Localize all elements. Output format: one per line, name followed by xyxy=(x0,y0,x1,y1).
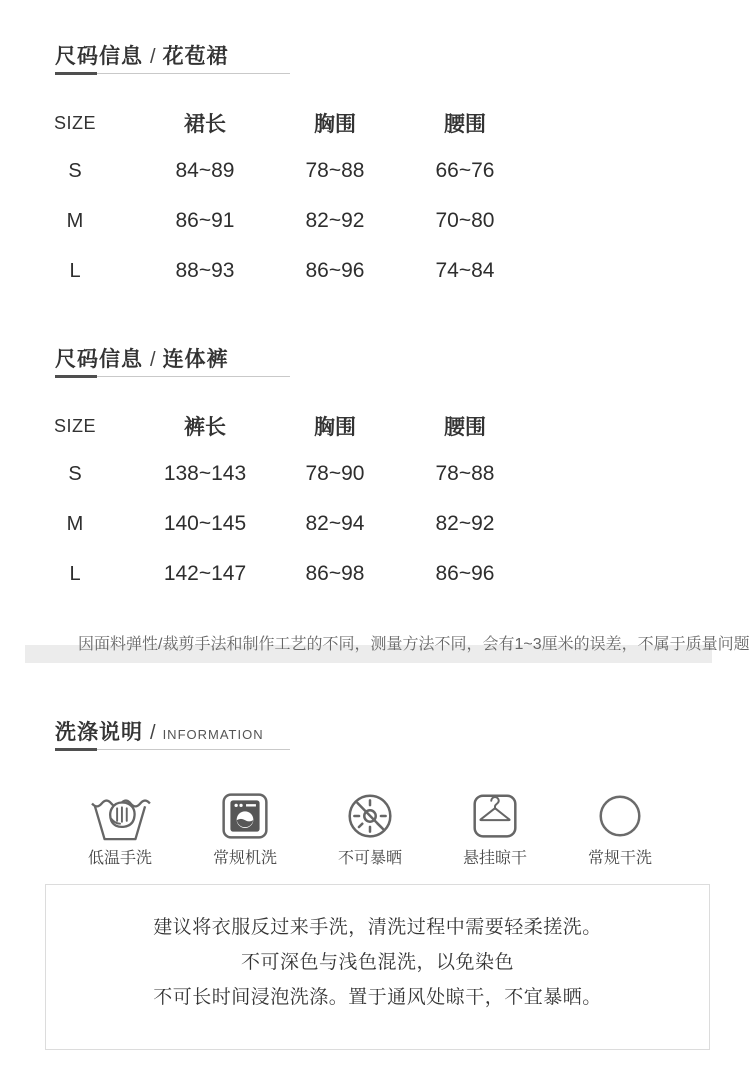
note-text: 因面料弹性/裁剪手法和制作工艺的不同，测量方法不同，会有1~3厘米的误差，不属于质量问题 xyxy=(78,636,750,653)
care-icon-label: 低温手洗 xyxy=(87,850,152,867)
col-header-bust: 胸围 xyxy=(314,113,356,136)
care-icons-row xyxy=(70,788,670,868)
dry-clean-icon xyxy=(570,788,670,844)
cell-waist: 78~88 xyxy=(435,462,495,485)
care-icon-item xyxy=(195,788,295,868)
care-icon-item xyxy=(70,788,170,868)
col-header-length: 裙长 xyxy=(184,113,226,136)
rule-light-line xyxy=(97,749,290,750)
care-tip-line: 不可长时间浸泡洗涤。置于通风处晾干，不宜暴晒。 xyxy=(153,987,602,1008)
hand-wash-icon xyxy=(70,788,170,844)
cell-length: 88~93 xyxy=(175,259,235,282)
machine-wash-icon xyxy=(195,788,295,844)
care-icon-item xyxy=(445,788,545,868)
heading-rule xyxy=(55,375,290,378)
col-header-length: 裤长 xyxy=(184,416,226,439)
cell-bust: 82~94 xyxy=(305,512,365,535)
cell-bust: 86~96 xyxy=(305,259,365,282)
cell-size: S xyxy=(68,159,82,182)
care-icon-item xyxy=(320,788,420,868)
slash-separator: / xyxy=(150,722,156,744)
col-header-size: SIZE xyxy=(53,415,96,436)
cell-size: M xyxy=(66,512,84,535)
section-title: 尺码信息 xyxy=(55,45,143,68)
cell-length: 140~145 xyxy=(163,512,247,535)
col-header-bust: 胸围 xyxy=(314,416,356,439)
cell-waist: 66~76 xyxy=(435,159,495,182)
cell-size: L xyxy=(69,562,81,585)
cell-waist: 74~84 xyxy=(435,259,495,282)
section-subtitle-en: INFORMATION xyxy=(162,727,264,742)
cell-bust: 82~92 xyxy=(305,209,365,232)
cell-length: 84~89 xyxy=(175,159,235,182)
table-row xyxy=(10,549,750,599)
size-table-skirt xyxy=(10,100,750,296)
cell-length: 86~91 xyxy=(175,209,235,232)
care-icon-label: 常规机洗 xyxy=(212,850,277,867)
rule-dark-segment xyxy=(55,748,97,751)
cell-waist: 86~96 xyxy=(435,562,495,585)
section-heading-wash xyxy=(55,718,750,748)
cell-length: 142~147 xyxy=(163,562,247,585)
table-row xyxy=(10,449,750,499)
cell-size: S xyxy=(68,462,82,485)
section-subtitle: 花苞裙 xyxy=(162,45,229,68)
cell-bust: 86~98 xyxy=(305,562,365,585)
cell-length: 138~143 xyxy=(163,462,247,485)
cell-waist: 82~92 xyxy=(435,512,495,535)
care-tip-line: 不可深色与浅色混洗，以免染色 xyxy=(240,952,514,973)
section-heading-skirt xyxy=(55,42,750,72)
rule-dark-segment xyxy=(55,375,97,378)
slash-separator: / xyxy=(150,46,156,68)
slash-separator: / xyxy=(150,349,156,371)
rule-light-line xyxy=(97,73,290,74)
care-icon-item xyxy=(570,788,670,868)
cell-waist: 70~80 xyxy=(435,209,495,232)
table-row xyxy=(10,196,750,246)
section-heading-jumpsuit xyxy=(55,345,750,375)
heading-rule xyxy=(55,72,290,75)
cell-size: M xyxy=(66,209,84,232)
table-header-row xyxy=(10,100,750,146)
cell-size: L xyxy=(69,259,81,282)
rule-light-line xyxy=(97,376,290,377)
care-tips-box xyxy=(45,884,710,1050)
cell-bust: 78~88 xyxy=(305,159,365,182)
section-title: 洗涤说明 xyxy=(55,721,143,744)
table-row xyxy=(10,146,750,196)
col-header-waist: 腰围 xyxy=(444,113,486,136)
care-icon-label: 常规干洗 xyxy=(587,850,652,867)
size-table-jumpsuit xyxy=(10,403,750,599)
no-sun-icon xyxy=(320,788,420,844)
cell-bust: 78~90 xyxy=(305,462,365,485)
col-header-size: SIZE xyxy=(53,112,96,133)
rule-dark-segment xyxy=(55,72,97,75)
col-header-waist: 腰围 xyxy=(444,416,486,439)
section-title: 尺码信息 xyxy=(55,348,143,371)
table-row xyxy=(10,499,750,549)
care-icon-label: 不可暴晒 xyxy=(337,850,402,867)
table-header-row xyxy=(10,403,750,449)
table-row xyxy=(10,246,750,296)
care-tip-line: 建议将衣服反过来手洗，清洗过程中需要轻柔搓洗。 xyxy=(153,917,602,938)
care-icon-label: 悬挂晾干 xyxy=(462,850,527,867)
hang-dry-icon xyxy=(445,788,545,844)
tolerance-note xyxy=(0,635,750,665)
heading-rule xyxy=(55,748,290,751)
section-subtitle: 连体裤 xyxy=(162,348,229,371)
